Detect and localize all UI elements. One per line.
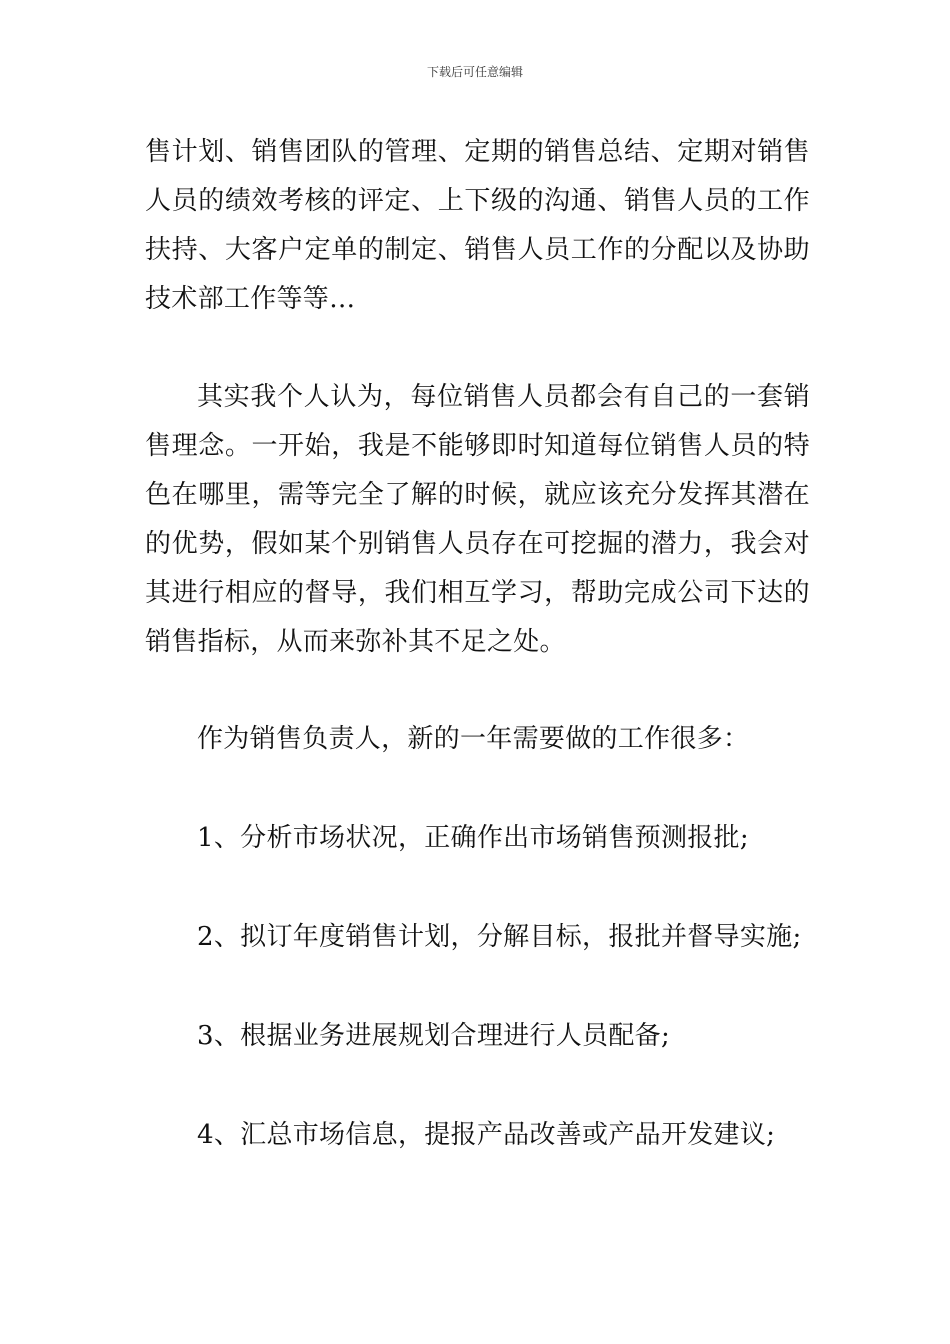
list-item-1: 1、分析市场状况，正确作出市场销售预测报批;	[197, 823, 749, 853]
page-header-note: 下载后可任意编辑	[426, 65, 523, 79]
list-item-3: 3、根据业务进展规划合理进行人员配备;	[197, 1021, 671, 1051]
list-item-2: 2、拟订年度销售计划，分解目标，报批并督导实施;	[197, 922, 802, 952]
paragraph-intro-tasks: 作为销售负责人，新的一年需要做的工作很多：	[197, 724, 750, 754]
list-item-4: 4、汇总市场信息，提报产品改善或产品开发建议;	[197, 1120, 776, 1150]
paragraph-sales-philosophy: 其实我个人认为，每位销售人员都会有自己的一套销售理念。一开始，我是不能够即时知道每位销售人员的特色在哪里，需等完全了解的时候，就应该充分发挥其潜在的优势，假如某个别销售人员存在可挖掘的潜力，我会对其进行相应的督导，我们相互学习，帮助完成公司下达的销售指标，从而来弥补其不足之处。	[145, 382, 810, 657]
document-body	[145, 128, 810, 1160]
paragraph-continuation: 售计划、销售团队的管理、定期的销售总结、定期对销售人员的绩效考核的评定、上下级的沟通、销售人员的工作扶持、大客户定单的制定、销售人员工作的分配以及协助技术部工作等等…	[145, 137, 810, 314]
